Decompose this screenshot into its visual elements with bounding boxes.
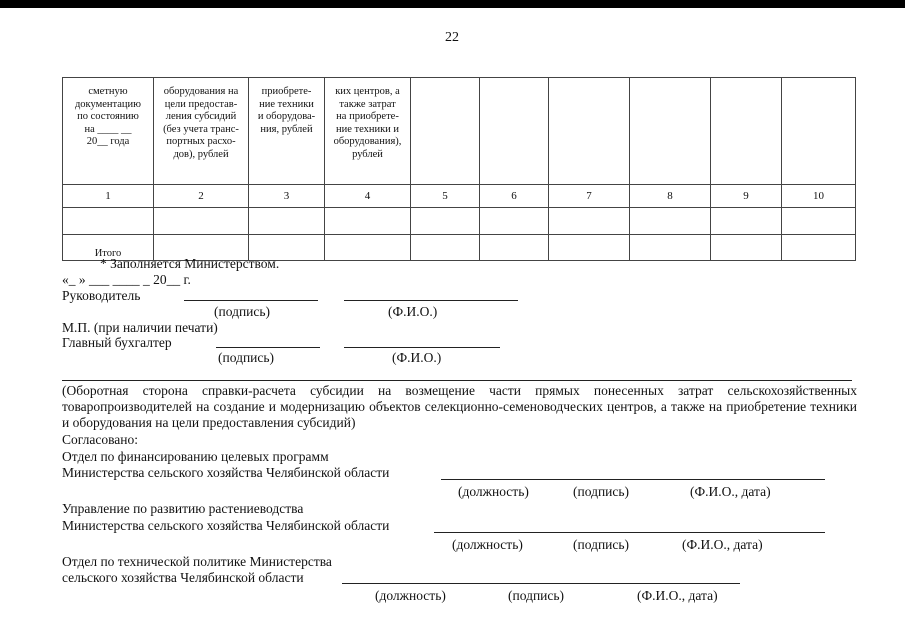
dept3-signature-caption: (подпись) — [508, 588, 565, 603]
table-cell — [630, 235, 711, 261]
column-number: 9 — [711, 185, 782, 208]
dept3-signature-line — [342, 583, 740, 584]
table-cell — [711, 208, 782, 235]
table-cell — [63, 208, 154, 235]
table-header-cell — [549, 78, 630, 185]
agreed-label: Согласовано: — [62, 432, 138, 447]
table-header-cell — [411, 78, 480, 185]
dept3-line2: сельского хозяйства Челябинской области — [62, 570, 304, 585]
director-fio-caption: (Ф.И.О.) — [388, 304, 438, 319]
scan-top-border — [0, 0, 905, 8]
table-header-cell: ких центров, а также затрат на приобрете- ние техники и оборудования), рублей — [325, 78, 411, 185]
subsidy-table — [62, 77, 856, 261]
dept3-line1: Отдел по технической политике Министерства — [62, 554, 332, 569]
table-cell — [480, 208, 549, 235]
column-number: 5 — [411, 185, 480, 208]
column-number: 6 — [480, 185, 549, 208]
dept2-line1: Управление по развитию растениеводства — [62, 501, 304, 516]
table-cell — [325, 235, 411, 261]
dept2-signature-caption: (подпись) — [573, 537, 630, 552]
table-cell — [154, 208, 249, 235]
table-cell — [411, 235, 480, 261]
dept1-signature-line — [441, 479, 825, 480]
table-header-cell — [630, 78, 711, 185]
dept2-signature-line — [434, 532, 825, 533]
table-row — [63, 208, 856, 235]
dept2-position-caption: (должность) — [452, 537, 523, 552]
stamp-note: М.П. (при наличии печати) — [62, 320, 218, 335]
table-column-numbers-row — [63, 185, 856, 208]
dept2-fio-caption: (Ф.И.О., дата) — [682, 537, 763, 552]
accountant-fio-line — [344, 347, 500, 348]
table-cell — [782, 235, 856, 261]
dept1-line1: Отдел по финансированию целевых программ — [62, 449, 329, 464]
column-number: 1 — [63, 185, 154, 208]
table-cell — [249, 208, 325, 235]
table-header-cell — [782, 78, 856, 185]
column-number: 2 — [154, 185, 249, 208]
director-signature-line — [184, 300, 318, 301]
accountant-signature-caption: (подпись) — [218, 350, 275, 365]
director-label: Руководитель — [62, 288, 141, 303]
table-header-cell — [480, 78, 549, 185]
column-number: 10 — [782, 185, 856, 208]
dept2-line2: Министерства сельского хозяйства Челябинской области — [62, 518, 390, 533]
dept1-signature-caption: (подпись) — [573, 484, 630, 499]
table-cell — [549, 235, 630, 261]
table-header-cell: сметную документацию по состоянию на ____ __ 20__ года — [63, 78, 154, 185]
dept3-fio-caption: (Ф.И.О., дата) — [637, 588, 718, 603]
column-number: 8 — [630, 185, 711, 208]
table-header-cell: оборудования на цели предостав- ления субсидий (без учета транс- портных расхо- дов), рублей — [154, 78, 249, 185]
dept1-position-caption: (должность) — [458, 484, 529, 499]
table-header-row — [63, 78, 856, 185]
table-cell — [549, 208, 630, 235]
table-cell — [782, 208, 856, 235]
column-number: 7 — [549, 185, 630, 208]
chief-accountant-label: Главный бухгалтер — [62, 335, 172, 350]
reverse-side-note: (Оборотная сторона справки-расчета субсидии на возмещение части прямых понесенных затрат сельскохозяйственных товаропроизводителей на создание и модернизацию объектов селекционно-семеноводческих центров, а также на приобретение техники и оборудования на цели предоставления субсидий) — [62, 383, 857, 430]
date-line: «_ » ___ ____ _ 20__ г. — [62, 272, 191, 287]
dept1-line2: Министерства сельского хозяйства Челябинской области — [62, 465, 390, 480]
table-cell — [480, 235, 549, 261]
dept1-fio-caption: (Ф.И.О., дата) — [690, 484, 771, 499]
accountant-fio-caption: (Ф.И.О.) — [392, 350, 442, 365]
dept3-position-caption: (должность) — [375, 588, 446, 603]
table-header-cell — [711, 78, 782, 185]
total-label: Итого — [63, 235, 154, 261]
footnote: * Заполняется Министерством. — [100, 256, 280, 271]
table-header-cell: приобрете- ние техники и оборудова- ния, рублей — [249, 78, 325, 185]
table-cell — [325, 208, 411, 235]
column-number: 3 — [249, 185, 325, 208]
column-number: 4 — [325, 185, 411, 208]
table-cell — [711, 235, 782, 261]
accountant-signature-line — [216, 347, 320, 348]
section-divider — [62, 380, 852, 381]
director-fio-line — [344, 300, 518, 301]
director-signature-caption: (подпись) — [214, 304, 271, 319]
table-cell — [411, 208, 480, 235]
page-number: 22 — [445, 30, 459, 45]
table-cell — [630, 208, 711, 235]
